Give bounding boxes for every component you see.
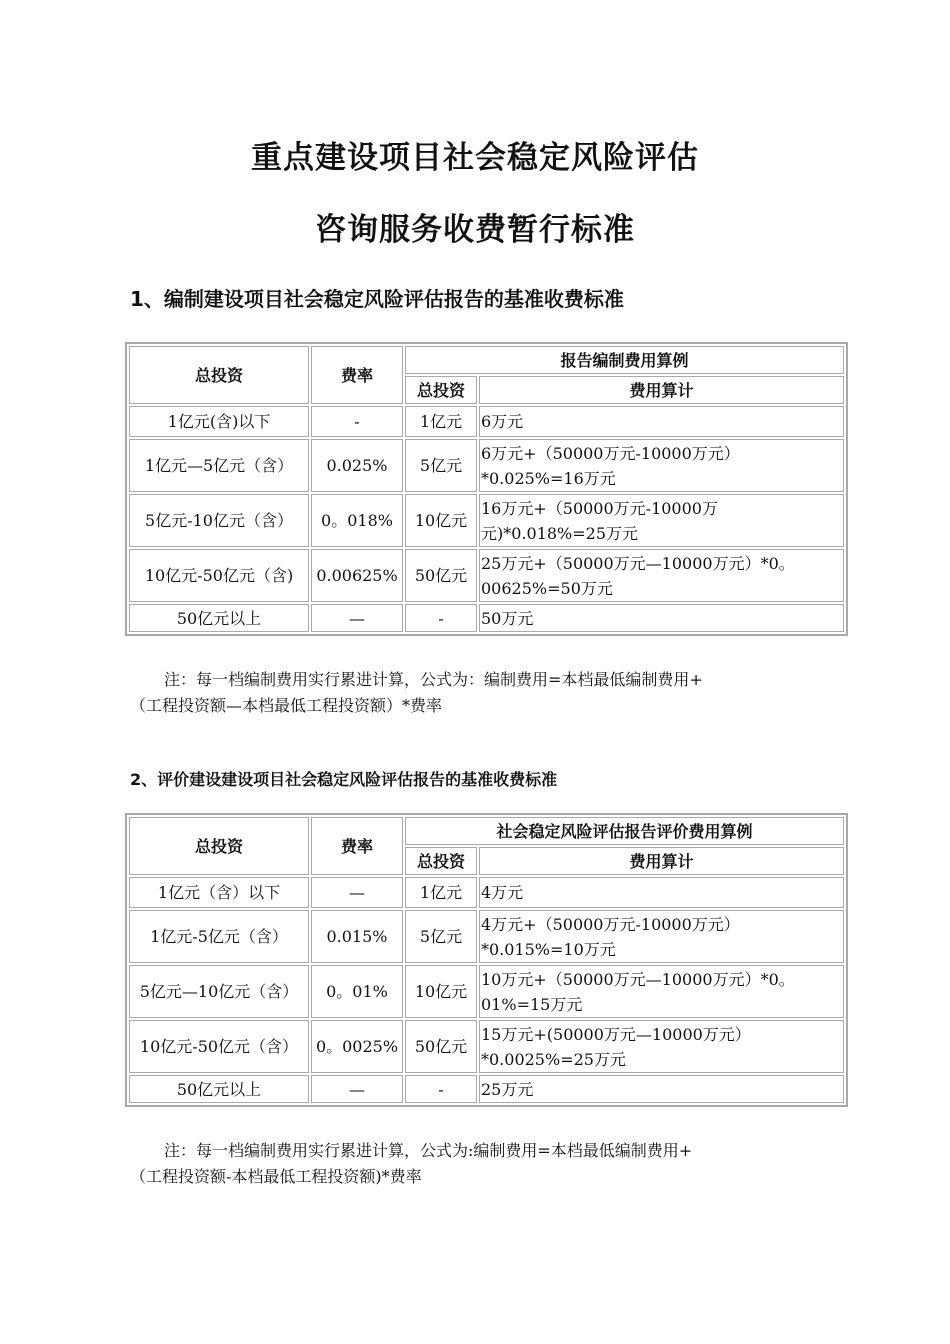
- header-example-group: 报告编制费用算例: [405, 346, 844, 374]
- cell-investment: 50亿元: [405, 1020, 477, 1073]
- section1-note: [130, 667, 830, 719]
- header-example-investment: 总投资: [405, 376, 477, 404]
- cell-calculation: 6万元: [479, 406, 844, 437]
- cell-range: 10亿元-50亿元（含）: [129, 1020, 309, 1073]
- cell-range: 5亿元-10亿元（含）: [129, 494, 309, 547]
- cell-rate: —: [311, 604, 403, 632]
- table-row: [129, 1020, 844, 1073]
- cell-calculation: 16万元+（50000万元-10000万元)*0.018%=25万元: [479, 494, 844, 547]
- header-rate: 费率: [311, 346, 403, 404]
- cell-calculation: 25万元: [479, 1075, 844, 1103]
- cell-rate: 0.025%: [311, 439, 403, 492]
- table-row: [129, 1075, 844, 1103]
- cell-investment: -: [405, 1075, 477, 1103]
- header-rate: 费率: [311, 817, 403, 875]
- page-title-line1: 重点建设项目社会稳定风险评估: [251, 140, 699, 176]
- table-row: [129, 406, 844, 437]
- header-total-investment: 总投资: [129, 346, 309, 404]
- cell-calculation: 4万元: [479, 877, 844, 908]
- table-row: [129, 877, 844, 908]
- cell-investment: 10亿元: [405, 494, 477, 547]
- cell-investment: 10亿元: [405, 965, 477, 1018]
- cell-rate: 0。01%: [311, 965, 403, 1018]
- section2-heading: 2、评价建设建设项目社会稳定风险评估报告的基准收费标准: [130, 770, 558, 789]
- table-row: [129, 439, 844, 492]
- cell-range: 5亿元—10亿元（含）: [129, 965, 309, 1018]
- evaluation-fee-table: [125, 813, 848, 1107]
- note-line: 注：每一档编制费用实行累进计算，公式为：编制费用=本档最低编制费用+: [164, 670, 703, 689]
- cell-calculation: 25万元+（50000万元—10000万元）*0。00625%=50万元: [479, 549, 844, 602]
- cell-range: 50亿元以上: [129, 1075, 309, 1103]
- header-total-investment: 总投资: [129, 817, 309, 875]
- cell-rate: 0。0025%: [311, 1020, 403, 1073]
- cell-rate: —: [311, 1075, 403, 1103]
- cell-range: 1亿元(含)以下: [129, 406, 309, 437]
- cell-investment: -: [405, 604, 477, 632]
- cell-range: 1亿元-5亿元（含）: [129, 910, 309, 963]
- table-row: [129, 549, 844, 602]
- header-example-calc: 费用算计: [479, 847, 844, 875]
- cell-investment: 1亿元: [405, 877, 477, 908]
- note-line: （工程投资额—本档最低工程投资额）*费率: [130, 696, 443, 715]
- note-line: （工程投资额-本档最低工程投资额)*费率: [130, 1167, 422, 1186]
- cell-rate: 0。018%: [311, 494, 403, 547]
- cell-investment: 1亿元: [405, 406, 477, 437]
- note-line: 注：每一档编制费用实行累进计算，公式为:编制费用=本档最低编制费用+: [164, 1141, 693, 1160]
- cell-range: 1亿元—5亿元（含）: [129, 439, 309, 492]
- table-row: [129, 965, 844, 1018]
- cell-investment: 5亿元: [405, 439, 477, 492]
- cell-rate: -: [311, 406, 403, 437]
- table-row: [129, 604, 844, 632]
- cell-rate: —: [311, 877, 403, 908]
- cell-range: 50亿元以上: [129, 604, 309, 632]
- header-example-calc: 费用算计: [479, 376, 844, 404]
- header-example-investment: 总投资: [405, 847, 477, 875]
- page-title-line2: 咨询服务收费暂行标准: [315, 212, 635, 248]
- cell-investment: 50亿元: [405, 549, 477, 602]
- cell-calculation: 6万元+（50000万元-10000万元）*0.025%=16万元: [479, 439, 844, 492]
- table-row: [129, 494, 844, 547]
- cell-calculation: 50万元: [479, 604, 844, 632]
- table-row: [129, 910, 844, 963]
- cell-rate: 0.00625%: [311, 549, 403, 602]
- section1-heading: 1、编制建设项目社会稳定风险评估报告的基准收费标准: [130, 287, 624, 311]
- cell-range: 1亿元（含）以下: [129, 877, 309, 908]
- cell-rate: 0.015%: [311, 910, 403, 963]
- compilation-fee-table: [125, 342, 848, 636]
- section2-note: [130, 1138, 830, 1190]
- header-example-group: 社会稳定风险评估报告评价费用算例: [405, 817, 844, 845]
- cell-calculation: 10万元+（50000万元—10000万元）*0。01%=15万元: [479, 965, 844, 1018]
- cell-range: 10亿元-50亿元（含): [129, 549, 309, 602]
- cell-calculation: 15万元+(50000万元—10000万元）*0.0025%=25万元: [479, 1020, 844, 1073]
- cell-investment: 5亿元: [405, 910, 477, 963]
- cell-calculation: 4万元+（50000万元-10000万元）*0.015%=10万元: [479, 910, 844, 963]
